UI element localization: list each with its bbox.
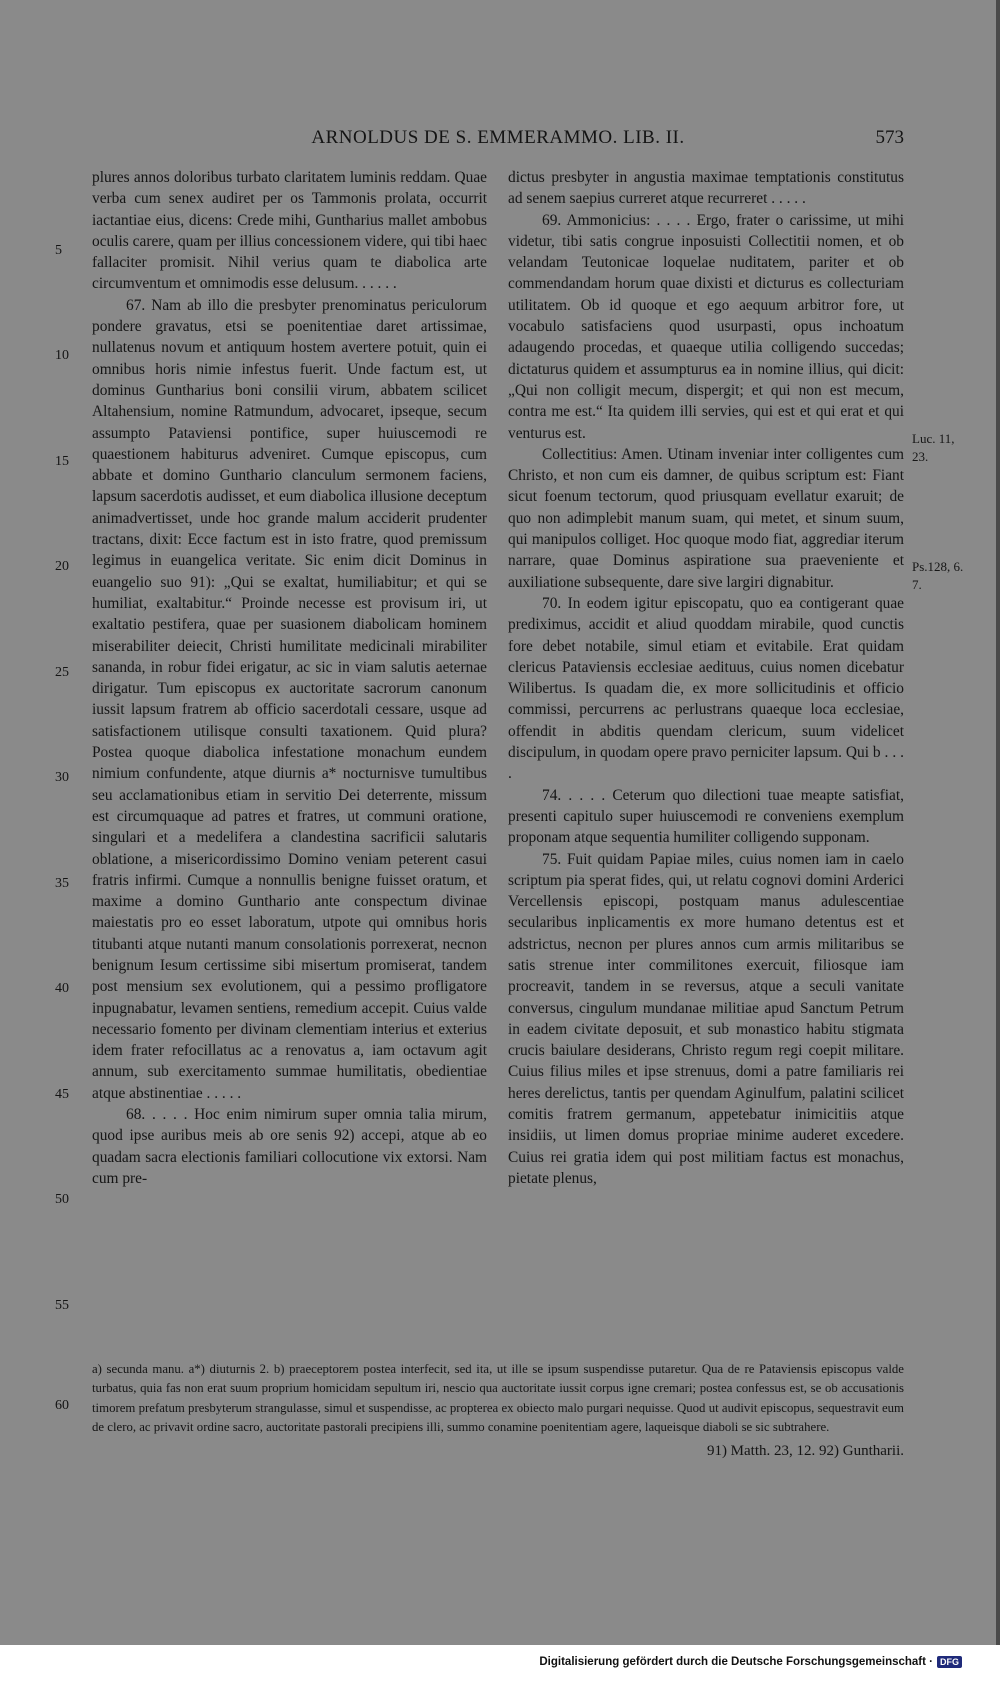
line-number: 20 <box>55 559 69 574</box>
marginal-ref: Luc. 11, 23. <box>912 431 955 464</box>
line-number: 25 <box>55 665 69 680</box>
line-number: 50 <box>55 1192 69 1207</box>
running-title: ARNOLDUS DE S. EMMERAMMO. LIB. II. <box>311 127 685 148</box>
line-number: 35 <box>55 876 69 891</box>
footnote-refs: 91) Matth. 23, 12. 92) Guntharii. <box>706 1443 904 1460</box>
paragraph: dictus presbyter in angustia maximae temptationis constitutus ad senem saepius curreret atque recurreret . . . . . <box>508 169 904 208</box>
running-header <box>92 127 904 157</box>
paragraph-75: 75. Fuit quidam Papiae miles, cuius nomen iam in caelo scriptum pia sperat fides, qui, ut relatu cognovi domini Arderici Vercellensis episcopi, postquam manus adulescentiae secularibus inplicamentis ex more humano detentus est et adstrictus, necnon per plures annos cum armis militaribus se satis strenue inter commilitones exercuit, filiosque iam procreavit, tandem in se reversus, atque a seculi vanitate conversus, cingulum mundanae militiae apud Sanctum Petrum in eadem civitate deposuit, et sub monastico habitu stigmata crucis baiulare desiderans, Christo regum regi coepit militare. Cuius filius miles et ipse strenuus, domi a patre familiaris rei heres derelictus, tantis per quendam Aginulfum, palatini scilicet comitis fratrem germanum, appetebatur inimicitiis atque insidiis, ut limen domus propriae minime auderet excedere. Cuius rei gratia idem qui post militiam factus est monachus, pietate plenus, <box>508 850 904 1187</box>
dfg-logo: DFG <box>937 1656 962 1668</box>
paragraph: plures annos doloribus turbato claritatem luminis reddam. Quae verba cum senex audiret per os Tammonis prolata, occurrit iactantiae eius, dicens: Crede mihi, Guntharius mallet ambobus oculis carere, quam per illius concessionem videre, qui tibi haec fallaciter promisit. Nihil verius quam te diabolica arte circumventum et omnimodis esse delusum. . . . . . <box>92 169 487 293</box>
line-number: 30 <box>55 770 69 785</box>
line-number: 10 <box>55 348 69 363</box>
paragraph-collectitius: Collectitius: Amen. Utinam inveniar inter colligentes cum Christo, et non cum eis damner, de quibus scriptum est: Fiant sicut foenum tectorum, quod priusquam evellatur exaruit; de quo non adimplebit manum suam, qui metet, et sinum suum, qui manipulos colliget. Hoc quoque modo fiat, aggrediar iterum narrare, quae Dominus aspiratione sua praeveniente et auxiliatione subsequente, dare sive largiri dignabitur. <box>508 445 904 591</box>
line-number: 55 <box>55 1298 69 1313</box>
right-column <box>508 167 904 1189</box>
funding-credit <box>539 1656 962 1668</box>
line-number: 45 <box>55 1087 69 1102</box>
footnote-text: a) secunda manu. a*) diuturnis 2. b) praeceptorem postea interfecit, sed ita, ut ille se ipsum suspendisse putaretur. Qua de re Pataviensis episcopus valde turbatus, quia fas non erat suum proprium homicidam sepultum iri, nescio qua auctoritate iussit corpus igne cremari; postea confessus est, se ob accusationis timorem prefatum presbyterum strangulasse, simul et suspendisse, ac propterea ex obiecto malo purgari nequisse. Quod ut audivit episcopus, sequestravit eum de clero, ac privavit ordine sacro, auctoritate pastorali precipiens illi, summo conamine poenitentiam agere, laqueisque diaboli se sic subtrahere. <box>92 1362 904 1435</box>
page-number: 573 <box>875 127 904 148</box>
line-number: 40 <box>55 981 69 996</box>
credit-bar <box>0 1645 1000 1694</box>
paragraph-68: 68. . . . . Hoc enim nimirum super omnia talia mirum, quod ipse auribus meis ab ore senis 92) accepi, atque ab eo quadam sacra electionis familiari collocutione vix extorsi. Nam cum pre- <box>92 1106 487 1187</box>
marginal-ref: Ps.128, 6. 7. <box>912 559 964 592</box>
page-edge <box>996 0 1000 1645</box>
paragraph-74: 74. . . . . Ceterum quo dilectioni tuae meapte satisfiat, presenti capitulo super huiuscemodi re conveniens exemplum proponam atque sequentia humiliter colligendo supponam. <box>508 786 904 847</box>
footnotes <box>92 1360 904 1460</box>
left-column <box>92 167 487 1189</box>
paragraph-69: 69. Ammonicius: . . . . Ergo, frater o carissime, ut mihi videtur, tibi satis congrue inposuisti Collectitii nomen, et ob velandam Teutonicae loquelae nuditatem, pariter et ob commendandam horum quae dixisti et dicturus es collecturiam utilitatem. Ob id quoque et ego aequum arbitror fore, ut vocabulo satisfaciens quod usurpasti, opus inchoatum adaugendo procedas, et quaeque utilia colligendo succedas; dictaturus quidem et assumpturus ea in nomine illius, qui dicit: „Qui non colligit mecum, dispergit; et qui non est mecum, contra me est.“ Ita quidem illi servies, qui est et qui erat et qui venturus est. <box>508 211 904 442</box>
line-number: 5 <box>55 243 62 258</box>
line-number: 60 <box>55 1398 69 1413</box>
paragraph-67: 67. Nam ab illo die presbyter prenominatus periculorum pondere gravatus, etsi se poenitentiae daret artissimae, nullatenus novum et antiquum hostem avertere potuit, quin ei omnibus horis nimie infestus fuerit. Unde factum est, ut dominus Guntharius boni consilii virum, abbatem scilicet Altahensium, nomine Ratmundum, advocaret, ipseque, secum assumpto Pataviensi pontifice, super huiuscemodi re quaestionem habiturus adveniret. Cumque episcopus, cum abbate et domino Gunthario clanculum sermonem faciens, lapsum sacerdotis audisset, et eum diabolica illusione deceptum animadvertisset, unde hoc grande malum acciderit prudenter tractans, dixit: Ecce factum est in isto fratre, quod premissum legimus in euangelica veritate. Sic enim dicit Dominus in euangelio suo 91): „Qui se exaltat, humiliabitur; et qui se humiliat, exaltabitur.“ Proinde necesse est provisum iri, ut exaltatio pestifera, quae per suasionem diabolicam hominem miserabiliter deiecit, Christi humilitate medicinali mirabiliter sananda, in robur fidei erigatur, ac sic in viam salutis aeternae dirigatur. Tum episcopus ex auctoritate sacrorum canonum iussit lapsum fratrem ab officio sacerdotali cessare, usque ad satisfactionem utilisque consulti taxationem. Quid plura? Postea quoque diabolica infestatione monachum eundem nimium confundente, atque diurnis a* nocturnisve tumultibus seu acclamationibus etiam in servitio Dei deterrente, missum est circumquaque ad patres et fratres, ut communi oratione, singulari et a medelifera a clandestina sacrificii salutaris oblatione, a misericordissimo Domino veniam peterent casui fratris infirmi. Cumque a nonnullis benigne fuisset oratum, et maxime a domino Gunthario ante conspectum divinae maiestatis pro eo esset laboratum, utpote qui omnibus horis titubanti atque nutanti manum consolationis porrexerat, necnon benignum Iesum certissime sibi misertum promiserat, tandem post mensium sex evolutionem, qui a pessimo profligatore inpugnabatur, levamen sentiens, remedium accepit. Cuius valde necessario fomento per divinam clementiam interius et exterius idem frater refocillatus ac a renovatus a, iam octavum agit annum, sub exercitamento summae humilitatis, obedientiae atque abstinentiae . . . . . <box>92 296 487 1102</box>
credit-text: Digitalisierung gefördert durch die Deutsche Forschungsgemeinschaft · <box>539 1656 933 1668</box>
line-number: 15 <box>55 454 69 469</box>
paragraph-70: 70. In eodem igitur episcopatu, quo ea contigerant quae prediximus, accidit et aliud quoddam mirabile, quod cunctis fore debet notabile, simul etiam et evitabile. Erat quidam clericus Pataviensis ecclesiae aedituus, cuius nomen dicebatur Wilibertus. Is quadam die, ex more sollicitudinis et officio commissi, percurrens ac perlustrans quaeque loca ecclesiae, offendit in abditis quendam clericum, suum videlicet discipulum, in quodam opere pravo perniciter lapsum. Qui b . . . . <box>508 594 904 783</box>
